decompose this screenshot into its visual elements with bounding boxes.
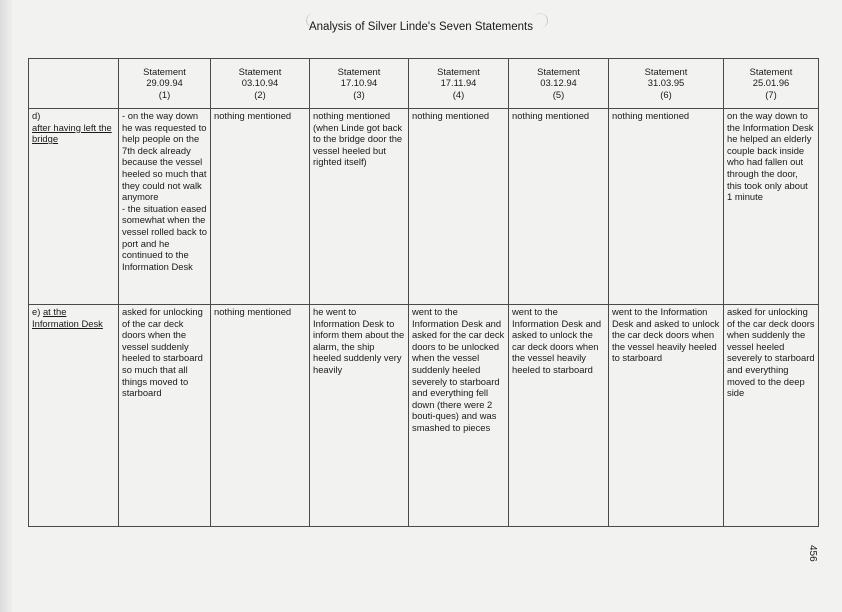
column-header-4 (409, 59, 509, 109)
column-date: 29.09.94 (146, 77, 183, 89)
table-cell: nothing mentioned (211, 305, 310, 527)
column-date: 03.12.94 (540, 77, 577, 89)
table-cell: nothing mentioned (when Linde got back to the bridge door the vessel heeled but righted itself) (310, 109, 409, 305)
table-cell: on the way down to the Information Desk he helped an elderly couple back inside who had fallen out through the door, this took only about 1 minute (724, 109, 819, 305)
table-cell: asked for unlocking of the car deck doors when the vessel suddenly heeled to starboard so much that all things moved to starboard (119, 305, 211, 527)
column-header-3 (310, 59, 409, 109)
row-title-part: at the (42, 306, 67, 317)
column-number: (3) (353, 88, 365, 100)
table-cell: asked for unlocking of the car deck doors when suddenly the vessel heeled severely to starboard and everything moved to the deep side (724, 305, 819, 527)
row-letter: d) (32, 110, 41, 121)
table-cell: he went to Information Desk to inform them about the alarm, the ship heeled suddenly very heavily (310, 305, 409, 527)
column-number: (7) (765, 88, 777, 100)
column-header-6 (609, 59, 724, 109)
column-number: (6) (660, 88, 672, 100)
column-label: Statement (644, 65, 688, 77)
page-title: Analysis of Silver Linde's Seven Statements (308, 21, 533, 33)
column-date: 17.11.94 (440, 77, 477, 89)
table-cell: - on the way down he was requested to help people on the 7th deck already because the vessel heeled so much that they could not walk anymore - the situation eased somewhat when the vessel rolled back to port and he continued to the Information Desk (119, 109, 211, 305)
statements-table (28, 58, 819, 527)
column-header-2 (211, 59, 310, 109)
column-number: (1) (158, 88, 171, 100)
row-header-d (29, 109, 119, 305)
column-label: Statement (437, 65, 480, 77)
column-label: Statement (537, 65, 580, 77)
row-title-rest: Information Desk (32, 317, 103, 329)
table-cell: went to the Information Desk and asked to unlock the car deck doors when the vessel heavily heeled to starboard (609, 305, 724, 527)
table-row (29, 305, 819, 527)
table-cell: went to the Information Desk and asked for the car deck doors to be unlocked when the vessel suddenly heeled severely to starboard and everything fell down (there were 2 bouti-ques) and was smashed to pieces (409, 305, 509, 527)
table-cell: went to the Information Desk and asked to unlock the car deck doors when the vessel heavily heeled to starboard (509, 305, 609, 527)
column-number: (4) (452, 88, 465, 100)
column-header-1 (119, 59, 211, 109)
table-cell: nothing mentioned (509, 109, 609, 305)
row-header-e (29, 305, 119, 527)
column-number: (5) (552, 88, 565, 100)
column-label: Statement (238, 65, 282, 77)
column-date: 31.03.95 (647, 77, 685, 89)
page-number: 456 (807, 545, 818, 562)
column-date: 25.01.96 (752, 77, 790, 89)
column-number: (2) (254, 88, 266, 100)
column-label: Statement (337, 65, 381, 77)
column-label: Statement (143, 65, 186, 77)
table-cell: nothing mentioned (211, 109, 310, 305)
column-label: Statement (749, 65, 793, 77)
column-header-5 (509, 59, 609, 109)
column-header-7 (724, 59, 819, 109)
column-date: 03.10.94 (241, 77, 279, 89)
column-date: 17.10.94 (340, 77, 378, 89)
corner-cell (29, 59, 119, 109)
row-title: after having left the bridge (32, 121, 112, 145)
table-row (29, 109, 819, 305)
header-row (29, 59, 819, 109)
table-cell: nothing mentioned (409, 109, 509, 305)
row-letter: e) (32, 306, 41, 317)
scan-edge (0, 0, 12, 612)
table-cell: nothing mentioned (609, 109, 724, 305)
